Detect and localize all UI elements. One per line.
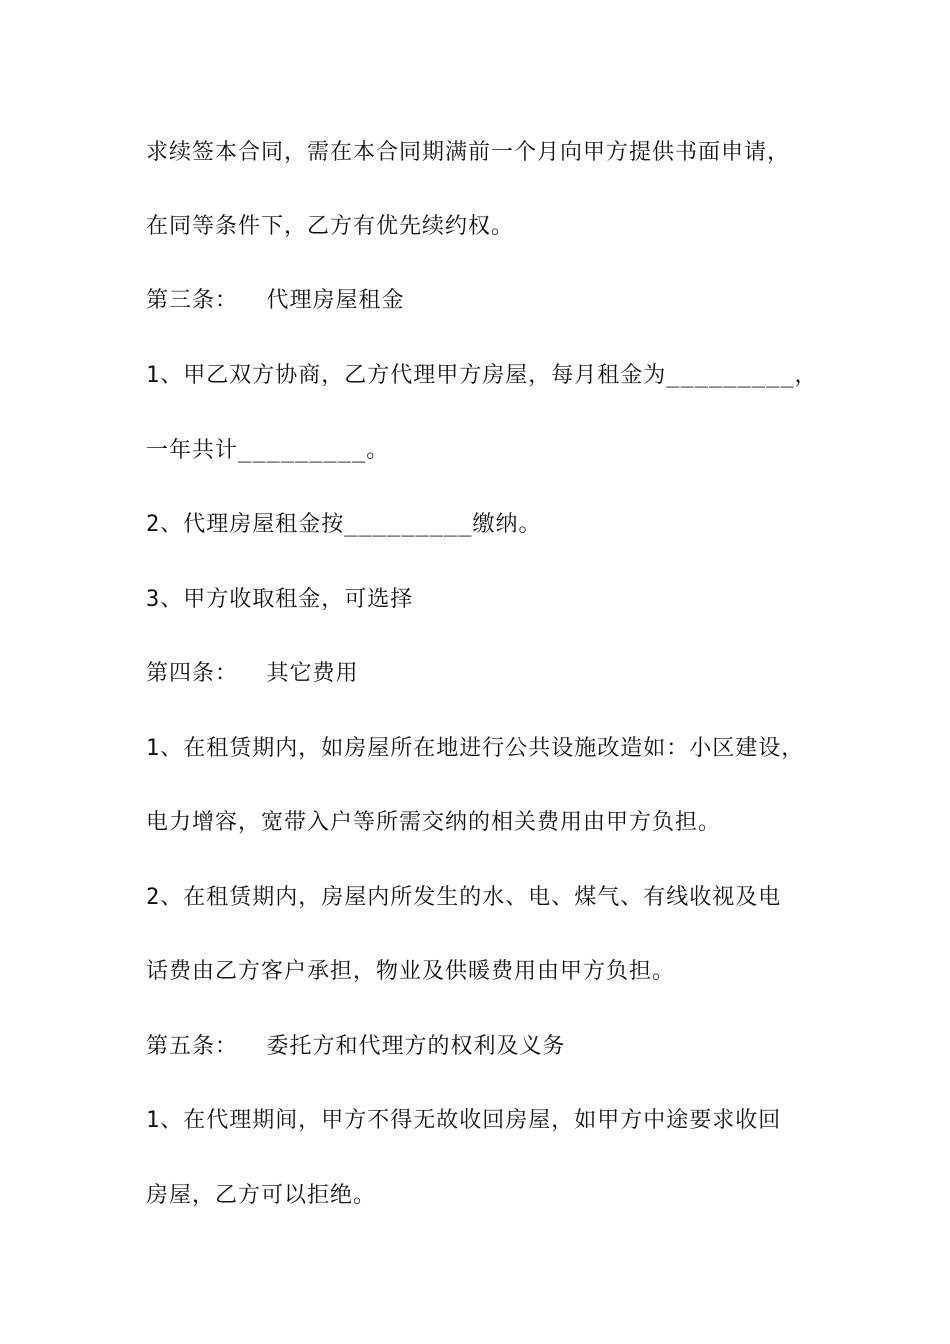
text-line-1: 求续签本合同，需在本合同期满前一个月向甲方提供书面申请， xyxy=(146,140,791,165)
text-line-11: 2、在租赁期内，房屋内所发生的水、电、煤气、有线收视及电 xyxy=(146,885,782,910)
section-heading-3: 第三条： 代理房屋租金 xyxy=(146,288,405,313)
text-line-6: 2、代理房屋租金按_________缴纳。 xyxy=(146,512,542,537)
section-heading-5: 第五条： 委托方和代理方的权利及义务 xyxy=(146,1034,566,1059)
text-line-5: 一年共计_________。 xyxy=(146,438,390,463)
section-heading-4: 第四条： 其它费用 xyxy=(146,661,359,686)
text-line-14: 1、在代理期间，甲方不得无故收回房屋，如甲方中途要求收回 xyxy=(146,1108,782,1133)
text-line-15: 房屋，乙方可以拒绝。 xyxy=(146,1183,377,1208)
text-line-10: 电力增容，宽带入户等所需交纳的相关费用由甲方负担。 xyxy=(146,810,722,835)
text-line-7: 3、甲方收取租金，可选择 xyxy=(146,587,414,612)
text-line-12: 话费由乙方客户承担，物业及供暖费用由甲方负担。 xyxy=(146,959,676,984)
text-line-9: 1、在租赁期内，如房屋所在地进行公共设施改造如：小区建设， xyxy=(146,736,805,761)
text-line-4: 1、甲乙双方协商，乙方代理甲方房屋，每月租金为_________， xyxy=(146,363,818,388)
text-line-2: 在同等条件下，乙方有优先续约权。 xyxy=(146,214,515,239)
